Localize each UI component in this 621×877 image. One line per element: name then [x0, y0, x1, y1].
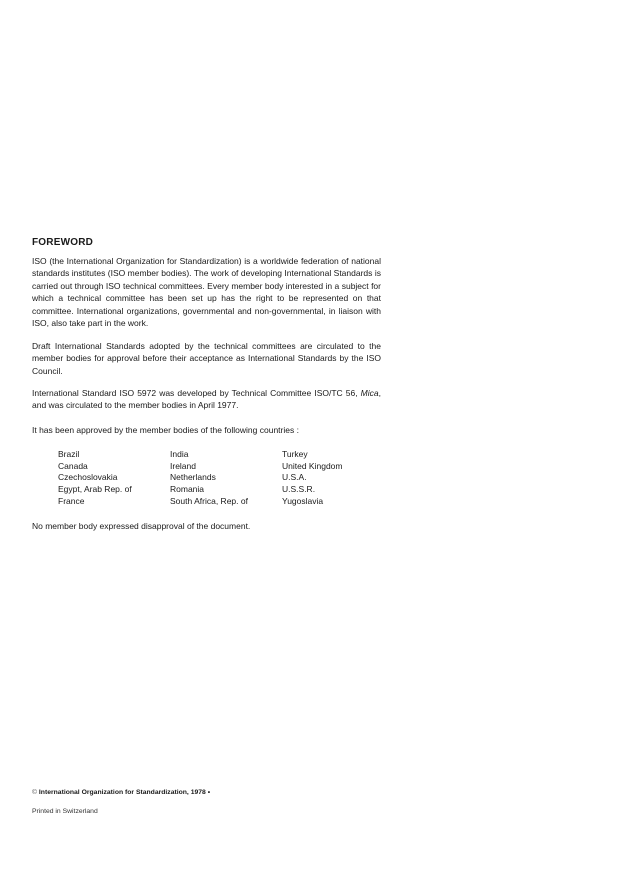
para3-before: International Standard ISO 5972 was developed by Technical Committee ISO/TC 56,: [32, 388, 361, 398]
country-item: Yugoslavia: [282, 495, 324, 506]
copyright-symbol: ©: [32, 789, 38, 796]
country-item: U.S.S.R.: [282, 484, 316, 495]
country-item: Canada: [58, 460, 88, 471]
printed-in-notice: Printed in Switzerland: [32, 808, 98, 815]
country-item: Czechoslovakia: [58, 472, 118, 483]
country-item: Brazil: [58, 449, 80, 459]
foreword-paragraph-1: ISO (the International Organization for Standardization) is a worldwide federation of national standards institutes (ISO member bodies). The work of developing International Standards is carried out through ISO technical committees. Every member body interested in a subject for which a technical committee has been set up has the right to be represented on that committee. International organizations, governmental and non-governmental, in liaison with ISO, also take part in the work.: [32, 256, 381, 329]
country-column-2: [170, 449, 282, 508]
committee-name: Mica: [360, 388, 379, 398]
foreword-heading: FOREWORD: [32, 237, 94, 248]
foreword-paragraph-3: [32, 387, 381, 412]
para3-after: , and was circulated to the member bodies in April 1977.: [32, 388, 381, 411]
country-item: France: [58, 495, 85, 506]
approval-statement: It has been approved by the member bodies of the following countries :: [32, 425, 299, 435]
foreword-paragraph-2: Draft International Standards adopted by the technical committees are circulated to the member bodies for approval before their acceptance as International Standards by the ISO Council.: [32, 341, 381, 376]
country-item: United Kingdom: [282, 460, 343, 471]
copyright-text: International Organization for Standardization, 1978: [38, 789, 206, 796]
country-item: South Africa, Rep. of: [170, 495, 248, 506]
country-item: Egypt, Arab Rep. of: [58, 484, 132, 495]
country-item: India: [170, 449, 189, 459]
country-item: Turkey: [282, 449, 308, 459]
country-item: U.S.A.: [282, 472, 307, 483]
country-item: Romania: [170, 484, 205, 495]
copyright-notice: [32, 789, 210, 796]
country-column-3: [282, 449, 378, 508]
bullet-mark: •: [207, 789, 211, 796]
country-item: Netherlands: [170, 472, 216, 483]
disapproval-statement: No member body expressed disapproval of the document.: [32, 521, 251, 531]
country-item: Ireland: [170, 460, 196, 471]
country-list: [58, 449, 378, 508]
country-column-1: [58, 449, 170, 508]
